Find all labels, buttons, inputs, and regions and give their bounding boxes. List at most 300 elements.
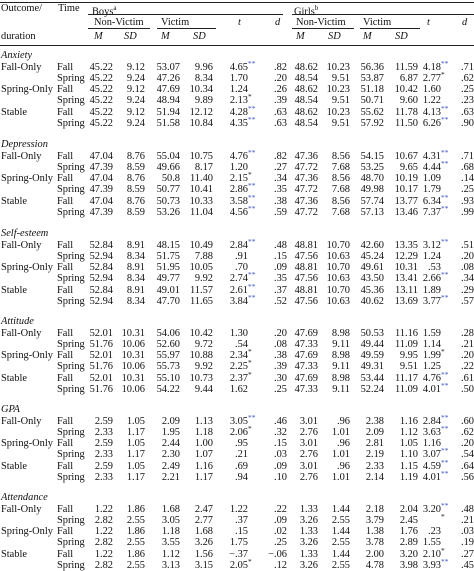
table-row <box>0 70 474 85</box>
girls-cell: 47.36 <box>294 173 318 185</box>
boys-cell: 52.94 <box>89 251 113 263</box>
boys-t-cell: 2.06* <box>230 427 257 438</box>
section-heading <box>0 50 474 61</box>
girls-cell: 1.44 <box>331 504 350 516</box>
boys-t-cell: 3.05** <box>229 413 256 428</box>
girls-cell: 11.17 <box>395 372 418 384</box>
significance-marker: ** <box>248 281 256 291</box>
significance-marker: * <box>248 369 252 379</box>
boys-cell: 1.18 <box>194 427 213 439</box>
girls-d-cell: .60 <box>461 416 474 428</box>
table-row <box>0 526 474 537</box>
girls-cell: 47.56 <box>294 273 318 285</box>
girls-cell: 9.65 <box>399 162 418 174</box>
girls-cell: 8.98 <box>331 372 350 384</box>
time-cell: Fall <box>57 262 74 274</box>
significance-marker: ** <box>441 114 449 124</box>
duration-group: Fall-Only <box>1 328 42 340</box>
girls-cell: 1.38 <box>365 526 384 538</box>
boys-cell: 9.96 <box>194 62 213 74</box>
girls-t-cell: 4.01** <box>422 380 449 395</box>
section-heading <box>0 139 474 150</box>
boys-cell: 2.30 <box>161 449 180 461</box>
girls-t-cell: .23 <box>428 526 441 538</box>
boys-cell: 55.04 <box>156 151 180 163</box>
girls-cell: 2.00 <box>365 548 384 560</box>
girls-cell: 40.62 <box>360 295 384 307</box>
table-row <box>0 159 474 174</box>
girls-cell: 10.67 <box>394 151 418 163</box>
girls-t-cell: 2.66** <box>422 270 449 285</box>
girls-d-cell: .63 <box>461 106 474 118</box>
significance-marker: * <box>248 170 252 180</box>
boys-d-cell: .15 <box>274 438 287 450</box>
sd-boys-nv-header: SD <box>124 31 137 42</box>
duration-group: Fall-Only <box>1 151 42 163</box>
m-boys-v-header: M <box>161 31 170 42</box>
significance-marker: * <box>248 92 252 102</box>
significance-marker: ** <box>441 159 449 169</box>
girls-d-cell: .20 <box>461 251 474 263</box>
girls-cell: 53.25 <box>360 162 384 174</box>
sd-girls-v-header: SD <box>395 31 408 42</box>
significance-marker: ** <box>248 181 256 191</box>
girls-cell: 2.33 <box>365 460 384 472</box>
boys-cell: 51.75 <box>156 251 180 263</box>
girls-d-cell: .93 <box>461 195 474 207</box>
boys-t-cell: 4.28** <box>229 103 256 118</box>
girls-cell: 10.70 <box>326 284 350 296</box>
girls-cell: 47.69 <box>294 328 318 340</box>
boys-cell: 49.66 <box>156 162 180 174</box>
section-title: Anxiety <box>1 50 33 61</box>
girls-cell: 47.56 <box>294 295 318 307</box>
table-row <box>0 501 474 516</box>
section-title: Depression <box>1 139 48 150</box>
girls-d-cell: .62 <box>461 73 474 85</box>
significance-marker: ** <box>248 237 256 247</box>
boys-cell: 47.04 <box>89 151 113 163</box>
boys-cell: 48.94 <box>156 95 180 107</box>
duration-group: Spring-Only <box>1 262 53 274</box>
boys-t-cell: 1.22 <box>229 504 248 516</box>
girls-d-cell: .57 <box>461 295 474 307</box>
boys-cell: 1.22 <box>94 526 113 538</box>
boys-cell: 3.55 <box>161 537 180 549</box>
boys-header: Boys$^a$ <box>92 4 117 18</box>
significance-marker: ** <box>441 237 449 247</box>
boys-cell: 9.89 <box>194 95 213 107</box>
girls-cell: 1.33 <box>299 548 318 560</box>
girls-cell: 47.72 <box>294 162 318 174</box>
girls-cell: 45.36 <box>360 284 384 296</box>
girls-cell: 49.31 <box>360 361 384 373</box>
boys-cell: 9.24 <box>126 73 145 85</box>
boys-cell: 8.91 <box>126 284 145 296</box>
significance-marker: ** <box>441 556 449 566</box>
boys-cell: 2.49 <box>161 460 180 472</box>
girls-cell: 13.69 <box>394 295 418 307</box>
girls-t-cell: 1.60 <box>422 84 441 96</box>
girls-cell: 2.76 <box>299 427 318 439</box>
girls-cell: 3.01 <box>299 438 318 450</box>
girls-cell: 10.17 <box>394 184 418 196</box>
section-heading <box>0 316 474 327</box>
boys-cell: 10.73 <box>189 372 213 384</box>
time-cell: Spring <box>57 73 85 85</box>
boys-cell: 1.00 <box>194 438 213 450</box>
duration-group: Stable <box>1 284 27 296</box>
boys-cell: 8.34 <box>126 295 145 307</box>
boys-t-cell: .70 <box>235 262 248 274</box>
boys-cell: 8.91 <box>126 262 145 274</box>
boys-cell: 1.16 <box>194 460 213 472</box>
section-heading <box>0 228 474 239</box>
boys-cell: 52.01 <box>89 372 113 384</box>
table-row <box>0 92 474 107</box>
girls-cell: 8.56 <box>331 195 350 207</box>
significance-marker: ** <box>248 203 256 213</box>
girls-t-cell: 7.37** <box>422 203 449 218</box>
girls-d-cell: .28 <box>461 328 474 340</box>
girls-cell: 13.35 <box>394 240 418 252</box>
boys-t-cell: 2.13* <box>230 95 257 106</box>
boys-cell: 8.59 <box>126 162 145 174</box>
significance-marker: ** <box>248 103 256 113</box>
girls-t-cell: 1.24 <box>422 251 441 263</box>
girls-t-cell: 1.59 <box>422 328 441 340</box>
boys-d-cell: .38 <box>274 350 287 362</box>
girls-d-cell: .08 <box>461 262 474 274</box>
boys-cell: 2.21 <box>161 471 180 483</box>
significance-marker: * <box>248 424 252 434</box>
table-row <box>0 380 474 395</box>
girls-d-cell: .56 <box>461 471 474 483</box>
girls-cell: 3.78 <box>365 537 384 549</box>
significance-marker: ** <box>441 192 449 202</box>
girls-cell: 3.26 <box>299 537 318 549</box>
boys-t-cell: 3.58** <box>229 192 256 207</box>
girls-cell: 47.33 <box>294 361 318 373</box>
time-cell: Spring <box>57 206 85 218</box>
boys-cell: 9.24 <box>126 95 145 107</box>
victim-girls-rule <box>360 28 420 29</box>
boys-t-cell: −.37 <box>229 548 248 560</box>
girls-cell: 1.12 <box>399 427 418 439</box>
girls-cell: 8.56 <box>331 151 350 163</box>
boys-cell: 10.88 <box>189 350 213 362</box>
girls-t-cell: 1.14 <box>422 339 441 351</box>
girls-d-cell: .21 <box>461 515 474 527</box>
boys-t-cell: 2.34* <box>230 350 257 361</box>
header-row-2 <box>0 17 474 28</box>
boys-t-cell: .54 <box>235 339 248 351</box>
boys-cell: 51.76 <box>89 339 113 351</box>
boys-d-cell: .12 <box>274 559 287 571</box>
girls-t-cell: 4.13** <box>422 103 449 118</box>
duration-group: Fall-Only <box>1 62 42 74</box>
time-cell: Fall <box>57 350 74 362</box>
boys-cell: 53.26 <box>156 206 180 218</box>
girls-cell: 54.15 <box>360 151 384 163</box>
table-row <box>0 59 474 74</box>
boys-cell: 11.04 <box>190 206 213 218</box>
boys-cell: 47.39 <box>89 206 113 218</box>
time-cell: Spring <box>57 471 85 483</box>
girls-cell: 9.95 <box>399 350 418 362</box>
girls-cell: 4.78 <box>365 559 384 571</box>
boys-t-cell: 4.56** <box>229 203 256 218</box>
girls-cell: 52.24 <box>360 383 384 395</box>
table-row <box>0 438 474 449</box>
boys-d-cell: .10 <box>274 471 287 483</box>
boys-cell: 55.73 <box>156 361 180 373</box>
boys-cell: 1.17 <box>126 471 145 483</box>
boys-cell: 55.97 <box>156 350 180 362</box>
girls-cell: 47.33 <box>294 339 318 351</box>
girls-d-cell: .68 <box>461 162 474 174</box>
girls-t-cell: 4.18** <box>422 59 449 74</box>
girls-group-rule <box>292 14 474 15</box>
header-row-3 <box>0 31 474 42</box>
girls-cell: 49.59 <box>360 350 384 362</box>
girls-cell: .96 <box>337 438 350 450</box>
time-cell: Fall <box>57 173 74 185</box>
boys-d-cell: .82 <box>274 151 287 163</box>
table-row <box>0 114 474 129</box>
boys-cell: 1.86 <box>126 548 145 560</box>
boys-cell: 47.04 <box>89 173 113 185</box>
section-title: GPA <box>1 404 20 415</box>
boys-d-cell: −.06 <box>268 548 287 560</box>
significance-marker: ** <box>441 424 449 434</box>
significance-marker: * <box>441 347 445 357</box>
boys-cell: 2.77 <box>194 515 213 527</box>
boys-cell: 8.91 <box>126 240 145 252</box>
boys-d-cell: .35 <box>274 273 287 285</box>
girls-cell: 9.51 <box>331 73 350 85</box>
girls-cell: 10.63 <box>326 295 350 307</box>
girls-t-cell: 6.34** <box>422 192 449 207</box>
girls-cell: 10.63 <box>326 251 350 263</box>
boys-cell: 3.05 <box>161 515 180 527</box>
boys-d-cell: .32 <box>274 427 287 439</box>
girls-cell: 48.81 <box>294 240 318 252</box>
time-cell: Fall <box>57 416 74 428</box>
boys-cell: 52.84 <box>89 240 113 252</box>
duration-group: Fall-Only <box>1 416 42 428</box>
girls-cell: 48.62 <box>294 106 318 118</box>
girls-d-cell: .22 <box>461 361 474 373</box>
boys-cell: 2.33 <box>94 427 113 439</box>
table-row <box>0 468 474 483</box>
boys-cell: 47.39 <box>89 184 113 196</box>
boys-cell: 1.22 <box>94 504 113 516</box>
boys-cell: 9.92 <box>194 361 213 373</box>
table-row <box>0 103 474 118</box>
girls-d-cell: .71 <box>461 151 474 163</box>
boys-cell: 53.07 <box>156 62 180 74</box>
girls-cell: 6.87 <box>399 73 418 85</box>
girls-cell: 1.19 <box>399 471 418 483</box>
girls-cell: 12.29 <box>394 251 418 263</box>
boys-cell: 9.92 <box>194 273 213 285</box>
significance-marker: * <box>441 512 445 522</box>
boys-d-cell: .34 <box>274 173 287 185</box>
boys-cell: 1.05 <box>126 460 145 472</box>
table-row <box>0 358 474 373</box>
girls-cell: 8.56 <box>331 173 350 185</box>
time-cell: Fall <box>57 504 74 516</box>
girls-cell: .96 <box>337 416 350 428</box>
girls-cell: 13.11 <box>395 284 418 296</box>
girls-cell: 3.20 <box>399 548 418 560</box>
boys-d-cell: .30 <box>274 372 287 384</box>
girls-cell: 9.51 <box>331 117 350 129</box>
boys-cell: 10.31 <box>121 372 145 384</box>
table-row <box>0 537 474 548</box>
table-row <box>0 446 474 461</box>
girls-d-cell: .51 <box>461 240 474 252</box>
boys-d-cell: .63 <box>274 117 287 129</box>
table-row <box>0 281 474 296</box>
boys-t-cell: 1.30 <box>229 328 248 340</box>
girls-d-cell: .64 <box>461 460 474 472</box>
duration-group: Spring-Only <box>1 84 53 96</box>
boys-cell: 45.22 <box>89 117 113 129</box>
girls-cell: 10.23 <box>326 84 350 96</box>
table-row <box>0 148 474 163</box>
outcome-header: Outcome/ <box>1 3 42 14</box>
girls-cell: 47.33 <box>294 383 318 395</box>
time-cell: Fall <box>57 62 74 74</box>
boys-cell: 52.01 <box>89 328 113 340</box>
time-header: Time <box>58 3 80 14</box>
girls-cell: 11.78 <box>395 106 418 118</box>
girls-cell: 2.18 <box>365 504 384 516</box>
boys-cell: 8.34 <box>194 73 213 85</box>
boys-cell: 9.44 <box>194 383 213 395</box>
girls-cell: 57.92 <box>360 117 384 129</box>
time-cell: Spring <box>57 339 85 351</box>
girls-t-cell: 3.77** <box>422 292 449 307</box>
girls-t-cell: 4.31** <box>422 148 449 163</box>
boys-d-cell: .25 <box>274 383 287 395</box>
girls-d-cell: .71 <box>461 62 474 74</box>
girls-cell: 3.26 <box>299 559 318 571</box>
girls-t-cell: 1.99* <box>423 350 450 361</box>
boys-t-cell: 2.05* <box>230 560 257 571</box>
time-cell: Spring <box>57 295 85 307</box>
boys-d-cell: .22 <box>274 504 287 516</box>
table-row <box>0 251 474 262</box>
boys-t-cell: 4.35** <box>229 114 256 129</box>
girls-cell: 1.01 <box>331 427 350 439</box>
girls-cell: 57.74 <box>360 195 384 207</box>
m-boys-nv-header: M <box>94 31 103 42</box>
boys-cell: 52.94 <box>89 295 113 307</box>
girls-t-cell: 1.22 <box>422 95 441 107</box>
boys-cell: 1.05 <box>126 416 145 428</box>
significance-marker: ** <box>248 270 256 280</box>
boys-d-cell: .09 <box>274 460 287 472</box>
girls-cell: 2.55 <box>331 559 350 571</box>
girls-cell: 13.46 <box>394 206 418 218</box>
girls-d-cell: .54 <box>461 449 474 461</box>
duration-group: Stable <box>1 548 27 560</box>
boys-cell: 55.10 <box>156 372 180 384</box>
girls-t-cell: 4.59** <box>422 457 449 472</box>
girls-cell: 9.11 <box>332 339 350 351</box>
time-cell: Fall <box>57 328 74 340</box>
girls-cell: 1.44 <box>331 548 350 560</box>
boys-cell: 10.84 <box>189 117 213 129</box>
boys-cell: 10.31 <box>121 350 145 362</box>
girls-cell: 9.60 <box>399 95 418 107</box>
girls-t-cell: 6.26** <box>422 114 449 129</box>
section-title: Attitude <box>1 316 34 327</box>
girls-t-cell: .53 <box>428 262 441 274</box>
non-victim-girls-rule <box>292 28 354 29</box>
girls-cell: 53.87 <box>360 73 384 85</box>
girls-cell: 11.59 <box>395 62 418 74</box>
boys-cell: 2.59 <box>94 438 113 450</box>
girls-cell: 2.19 <box>365 449 384 461</box>
boys-d-cell: .38 <box>274 195 287 207</box>
boys-t-cell: .91 <box>235 251 248 263</box>
time-cell: Spring <box>57 383 85 395</box>
girls-t-cell: 1.09 <box>422 173 441 185</box>
girls-t-cell: 1.79 <box>422 184 441 196</box>
girls-d-cell: .23 <box>461 95 474 107</box>
d-girls-header: d <box>462 17 468 28</box>
boys-cell: 49.77 <box>156 273 180 285</box>
table-row <box>0 347 474 362</box>
boys-cell: 1.07 <box>194 449 213 461</box>
girls-cell: 2.14 <box>365 471 384 483</box>
girls-cell: 10.23 <box>326 62 350 74</box>
girls-t-cell <box>441 512 450 526</box>
significance-marker: ** <box>441 446 449 456</box>
significance-marker: ** <box>441 413 449 423</box>
boys-cell: 45.22 <box>89 106 113 118</box>
girls-t-cell: 1.16 <box>422 438 441 450</box>
boys-cell: 2.55 <box>126 537 145 549</box>
boys-cell: 8.17 <box>194 162 213 174</box>
time-cell: Spring <box>57 184 85 196</box>
boys-cell: 12.12 <box>189 106 213 118</box>
girls-t-cell: 4.44** <box>422 159 449 174</box>
girls-cell: 1.15 <box>399 460 418 472</box>
girls-t-cell: 1.55 <box>422 537 441 549</box>
boys-cell: 8.34 <box>126 273 145 285</box>
boys-cell: 2.33 <box>94 471 113 483</box>
time-cell: Spring <box>57 559 85 571</box>
victim-boys-header: Victim <box>161 17 190 28</box>
boys-cell: 1.17 <box>126 427 145 439</box>
girls-cell: 47.36 <box>294 151 318 163</box>
time-cell: Fall <box>57 106 74 118</box>
boys-cell: 52.60 <box>156 339 180 351</box>
boys-d-cell: .59 <box>274 206 287 218</box>
girls-cell: 48.54 <box>294 73 318 85</box>
girls-cell: 9.51 <box>331 95 350 107</box>
girls-cell: 2.55 <box>331 537 350 549</box>
boys-cell: 2.59 <box>94 460 113 472</box>
girls-cell: 11.50 <box>395 117 418 129</box>
boys-d-cell: .27 <box>274 162 287 174</box>
girls-d-cell: .25 <box>461 184 474 196</box>
